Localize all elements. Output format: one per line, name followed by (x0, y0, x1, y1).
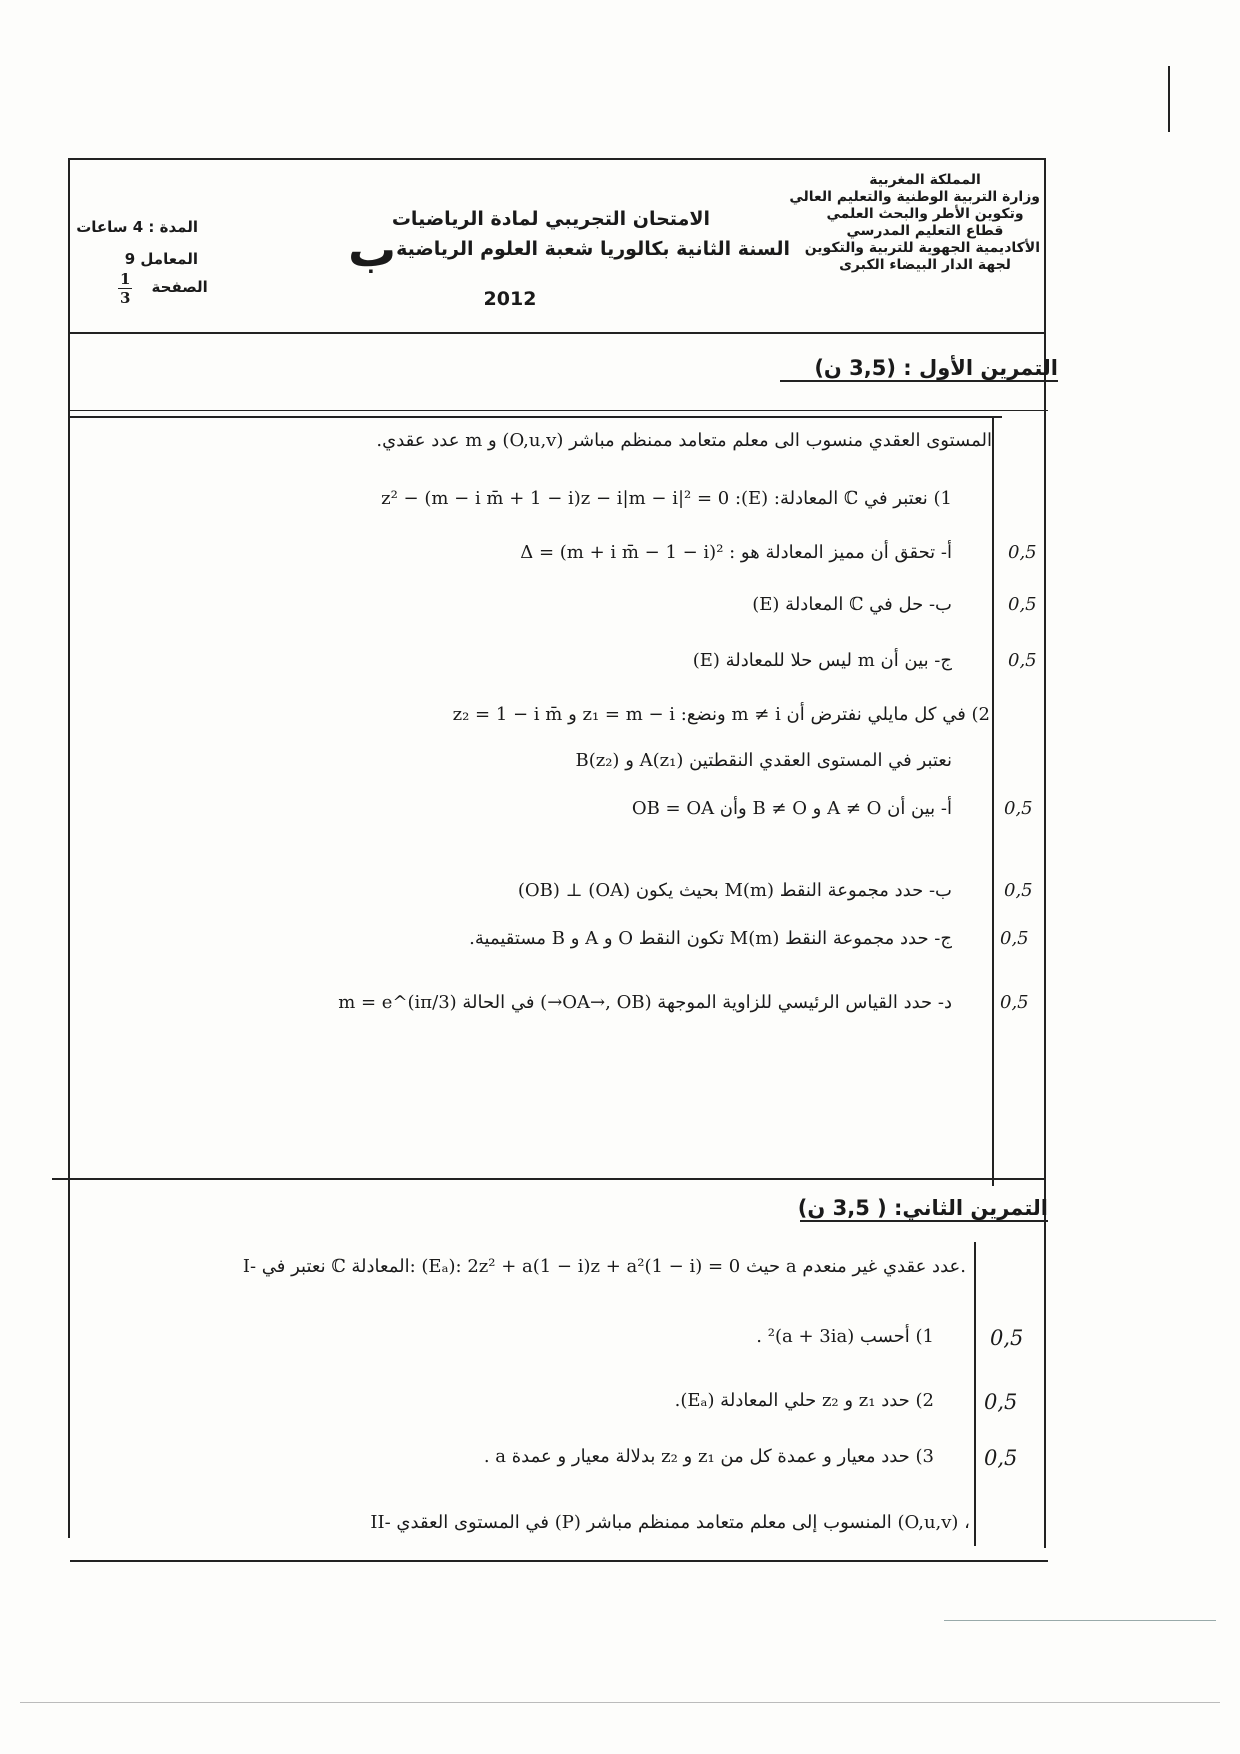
exercise1-item: ج- بين أن m ليس حلا للمعادلة (E) (692, 650, 952, 671)
mark-value: 0,5 (1000, 928, 1029, 949)
exercise2-item: I- نعتبر في ℂ المعادلة: (Eₐ): 2z² + a(1 − i)z + a²(1 − i) = 0 حيث a عدد عقدي غير منعدم. (242, 1256, 966, 1277)
mark-value: 0,5 (984, 1446, 1018, 1470)
branch-letter: ب (348, 222, 397, 278)
exercise1-item: أ- بين أن A ≠ O و B ≠ O وأن OB = OA (631, 798, 952, 819)
exercise2-item: 2) حدد z₁ و z₂ حلي المعادلة (Eₐ). (674, 1390, 934, 1411)
exercise1-item: ب- حل في ℂ المعادلة (E) (752, 594, 952, 615)
scan-rule (944, 1620, 1216, 1621)
mark-value: 0,5 (1004, 798, 1033, 819)
header-line: الأكاديمية الجهوية للتربية والتكوين (804, 240, 1040, 256)
header-line: المملكة المغربية (869, 172, 981, 188)
exam-title: الامتحان التجريبي لمادة الرياضيات (391, 208, 710, 230)
exercise2-item: II- في المستوى العقدي (P) المنسوب إلى معلم متعامد ممنظم مباشر (O,u,v) ، (370, 1512, 970, 1533)
exercise1-item: د- حدد القياس الرئيسي للزاوية الموجهة (OA→, OB→) في الحالة m = e^(iπ/3) (338, 992, 952, 1013)
page-number: 1 (120, 270, 131, 288)
exercise1-item: ب- حدد مجموعة النقط M(m) بحيث يكون (OA) ⊥ (OB) (517, 880, 952, 901)
coefficient-label: المعامل 9 (124, 250, 198, 268)
scan-rule (20, 1702, 1220, 1703)
mark-value: 0,5 (990, 1326, 1024, 1350)
mark-value: 0,5 (984, 1390, 1018, 1414)
exam-subtitle: السنة الثانية بكالوريا شعبة العلوم الرياضية (396, 238, 790, 260)
mark-value: 0,5 (1004, 880, 1033, 901)
mark-value: 0,5 (1008, 542, 1037, 563)
exercise1-title: التمرين الأول : (3,5 ن) (780, 356, 1058, 382)
header-institution (789, 172, 1040, 274)
exercise2-title: التمرين الثاني: ( 3,5 ن) (797, 1196, 1048, 1220)
header-line: قطاع التعليم المدرسي (846, 223, 1004, 239)
exercise1-item: أ- تحقق أن مميز المعادلة هو : Δ = (m + i m̄ − 1 − i)² (520, 542, 952, 563)
exercise1-item: 2) في كل مايلي نفترض أن m ≠ i ونضع: z₁ = m − i و z₂ = 1 − i m̄ (452, 704, 990, 725)
page-label: الصفحة (151, 278, 208, 296)
header-line: لجهة الدار البيضاء الكبرى (839, 257, 1011, 273)
exercise2-item: 3) حدد معيار و عمدة كل من z₁ و z₂ بدلالة معيار و عمدة a . (483, 1446, 934, 1467)
exercise1-item: 1) نعتبر في ℂ المعادلة: (E): z² − (m − i m̄ + 1 − i)z − i|m − i|² = 0 (381, 488, 952, 509)
page-total: 3 (120, 289, 131, 307)
mark-value: 0,5 (1000, 992, 1029, 1013)
exercise2-item: 1) أحسب (a + 3ia)² . (756, 1326, 934, 1347)
exam-year: 2012 (483, 288, 537, 310)
mark-value: 0,5 (1008, 594, 1037, 615)
header-line: وزارة التربية الوطنية والتعليم العالي (789, 189, 1040, 205)
mark-value: 0,5 (1008, 650, 1037, 671)
exercise1-intro: المستوى العقدي منسوب الى معلم متعامد ممنظم مباشر (O,u,v) و m عدد عقدي. (376, 430, 992, 451)
exercise1-item: نعتبر في المستوى العقدي النقطتين A(z₁) و B(z₂) (575, 750, 952, 771)
page-indicator (118, 270, 208, 307)
exercise1-item: ج- حدد مجموعة النقط M(m) تكون النقط O و A و B مستقيمية. (469, 928, 952, 949)
duration-label: المدة : 4 ساعات (76, 218, 198, 236)
page-fraction (118, 270, 132, 307)
header-line: وتكوين الأطر والبحث العلمي (826, 206, 1024, 222)
